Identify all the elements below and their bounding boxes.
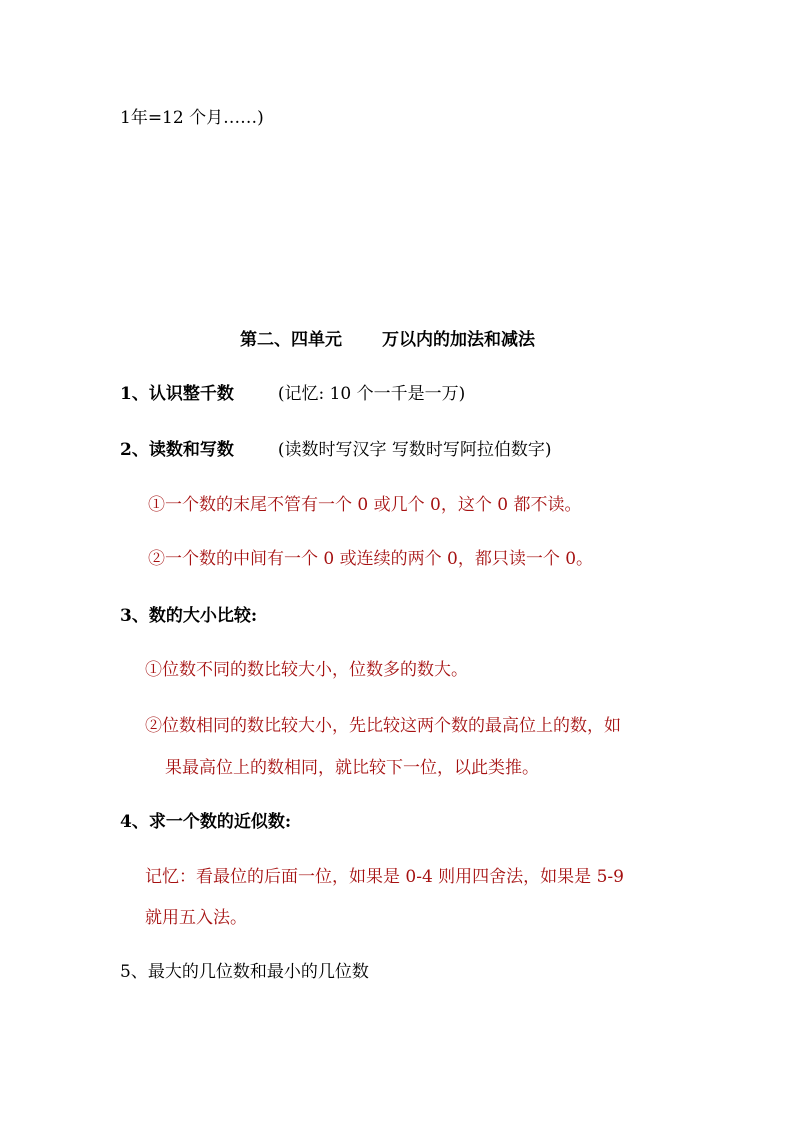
unit-title <box>240 329 535 351</box>
section-2-item-1: ①一个数的末尾不管有一个 0 或几个 0，这个 0 都不读。 <box>148 495 582 515</box>
unit-title-topic: 万以内的加法和减法 <box>382 330 535 350</box>
section-3-heading: 3、数的大小比较: <box>120 606 258 626</box>
continuation-line: 1年=12 个月……) <box>120 108 264 128</box>
section-2 <box>120 439 552 461</box>
section-5-heading: 5、最大的几位数和最小的几位数 <box>120 962 369 982</box>
section-4-note-line-2: 就用五入法。 <box>145 908 247 928</box>
section-1-heading: 1、认识整千数 <box>120 384 234 404</box>
unit-title-number: 第二、四单元 <box>240 330 342 350</box>
section-3-item-1: ①位数不同的数比较大小，位数多的数大。 <box>145 660 468 680</box>
section-4-note-line-1: 记忆：看最位的后面一位，如果是 0-4 则用四舍法，如果是 5-9 <box>145 867 624 887</box>
section-1-note: (记忆: 10 个一千是一万) <box>277 384 466 404</box>
section-2-item-2: ②一个数的中间有一个 0 或连续的两个 0，都只读一个 0。 <box>148 549 594 569</box>
section-2-heading: 2、读数和写数 <box>120 440 234 460</box>
section-3-item-2: ②位数相同的数比较大小，先比较这两个数的最高位上的数，如 <box>145 716 621 736</box>
section-1 <box>120 383 465 405</box>
section-3-item-2-continued: 果最高位上的数相同，就比较下一位，以此类推。 <box>165 758 539 778</box>
section-2-note: (读数时写汉字 写数时写阿拉伯数字) <box>277 440 552 460</box>
section-4-heading: 4、求一个数的近似数: <box>120 812 292 832</box>
